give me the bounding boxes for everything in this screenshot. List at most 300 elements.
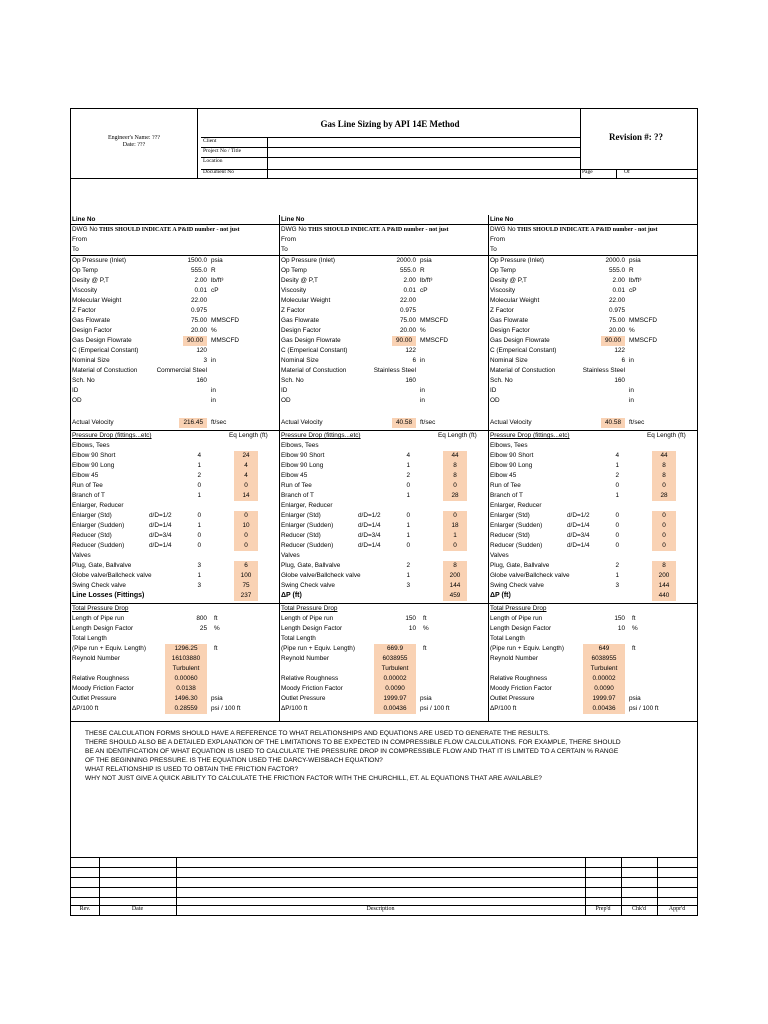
property-value: 75.00 (191, 317, 207, 324)
property-value: 1500.0 (187, 257, 207, 264)
property-row (280, 376, 488, 386)
sheet-title: Gas Line Sizing by API 14E Method (320, 119, 460, 129)
tpd-value: 0.00436 (583, 704, 625, 714)
property-row (280, 336, 488, 346)
to-label: To (490, 246, 497, 253)
fitting-label: Elbow 90 Long (490, 462, 533, 469)
property-unit: R (420, 267, 425, 274)
fitting-label: Swing Check valve (490, 582, 544, 589)
fitting-eq-length: 0 (234, 511, 258, 521)
tpd-value: 0.28559 (165, 704, 207, 714)
total-pressure-row (71, 644, 279, 654)
fitting-eq-length: 75 (234, 581, 258, 591)
property-label: Z Factor (281, 307, 305, 314)
fitting-eq-length: 0 (652, 481, 676, 491)
fitting-label: Reducer (Std) (281, 532, 321, 539)
dwg-row (71, 225, 279, 235)
note-line: WHAT RELATIONSHIP IS USED TO OBTAIN THE FRICTION FACTOR? (85, 766, 299, 773)
revision-label: Revision #: ?? (609, 132, 663, 142)
property-value: 90.00 (601, 336, 625, 346)
tpd-value: 1999.97 (374, 694, 416, 704)
fitting-row (71, 571, 279, 581)
fitting-label: Enlarger, Reducer (72, 502, 124, 509)
note-line: OF THE BEGINNING PRESSURE. IS THE EQUATION USED THE DARCY-WEISBACH EQUATION? (85, 757, 383, 764)
property-unit: in (211, 357, 216, 364)
fitting-eq-length: 44 (652, 451, 676, 461)
footer-prepd: Prep'd (595, 906, 611, 912)
pressure-drop-label: Pressure Drop (fittings...etc) (72, 432, 152, 439)
total-pressure-row (71, 684, 279, 694)
fitting-label: Branch of T (72, 492, 105, 499)
property-label: Op Temp (281, 267, 307, 274)
fitting-label: Enlarger, Reducer (490, 502, 542, 509)
tpd-value: 800 (196, 615, 207, 622)
tpd-unit: ft (423, 645, 427, 652)
fitting-count: 3 (615, 582, 619, 589)
fitting-count: 1 (615, 492, 619, 499)
tpd-unit: ft (214, 615, 218, 622)
property-label: Gas Design Flowrate (490, 337, 550, 344)
fitting-label: Enlarger (Sudden) (281, 522, 334, 529)
property-row (489, 336, 697, 346)
property-row (489, 376, 697, 386)
fitting-row (71, 461, 279, 471)
dwg-text: THIS SHOULD INDICATE A P&ID number - not just (517, 227, 658, 233)
property-row (489, 256, 697, 266)
velocity-unit: ft/sec (420, 419, 436, 426)
footer-chkd: Chk'd (631, 906, 647, 912)
property-unit: % (629, 327, 635, 334)
velocity-unit: ft/sec (629, 419, 645, 426)
tpd-label: Length Design Factor (281, 625, 343, 632)
velocity-value: 40.58 (601, 418, 625, 428)
tpd-value: 6038955 (583, 654, 625, 664)
fitting-eq-length: 200 (443, 571, 467, 581)
property-row (489, 386, 697, 396)
fitting-row (280, 451, 488, 461)
property-label: Op Pressure (Inlet) (72, 257, 126, 264)
total-pressure-row (280, 684, 488, 694)
fitting-row (280, 481, 488, 491)
fitting-eq-length: 0 (234, 541, 258, 551)
velocity-row (280, 418, 488, 428)
tpd-value: 649 (583, 644, 625, 654)
tpd-unit: ft (214, 645, 218, 652)
tpd-value: 0.00002 (374, 674, 416, 684)
property-label: Gas Flowrate (281, 317, 320, 324)
fitting-label: Elbow 45 (281, 472, 308, 479)
fitting-row (280, 491, 488, 501)
dwg-text: THIS SHOULD INDICATE A P&ID number - not just (99, 227, 240, 233)
property-unit: in (629, 357, 634, 364)
fittings-total-label: ΔP (ft) (281, 592, 302, 599)
total-pressure-row (280, 654, 488, 664)
from-label: From (281, 236, 296, 243)
property-unit: % (211, 327, 217, 334)
tpd-unit: psi / 100 ft (420, 705, 450, 712)
fitting-ratio: d/D=1/2 (149, 512, 172, 519)
total-pressure-header (71, 604, 279, 614)
line-columns (71, 215, 697, 721)
fitting-ratio: d/D=3/4 (567, 532, 590, 539)
to-label: To (281, 246, 288, 253)
property-label: Nominal Size (281, 357, 319, 364)
fitting-eq-length: 6 (234, 561, 258, 571)
project-label: Project No / Title (203, 148, 242, 154)
property-row (280, 256, 488, 266)
fitting-label: Reducer (Std) (490, 532, 530, 539)
fitting-row (280, 441, 488, 451)
fitting-eq-length: 0 (652, 521, 676, 531)
property-row (489, 296, 697, 306)
fitting-label: Globe valve/Ballcheck valve (72, 572, 152, 579)
tpd-label: ΔP/100 ft (281, 705, 308, 712)
fitting-count: 0 (406, 542, 410, 549)
fitting-row (71, 551, 279, 561)
total-pressure-row (71, 654, 279, 664)
fitting-label: Elbow 45 (72, 472, 99, 479)
property-unit: cP (211, 287, 219, 294)
dwg-row (280, 225, 488, 235)
fitting-label: Enlarger (Std) (281, 512, 321, 519)
fitting-label: Swing Check valve (281, 582, 335, 589)
fitting-row (489, 541, 697, 551)
velocity-label: Actual Velocity (490, 419, 532, 426)
tpd-label: Reynold Number (281, 655, 329, 662)
fitting-row (71, 451, 279, 461)
fitting-count: 2 (406, 472, 410, 479)
property-value: 0.01 (194, 287, 207, 294)
fittings-total-row (71, 591, 279, 601)
property-label: Sch. No (490, 377, 513, 384)
property-label: Molecular Weight (490, 297, 540, 304)
fittings-total-label: ΔP (ft) (490, 592, 511, 599)
fittings-total-value: 459 (443, 591, 467, 601)
fitting-eq-length: 0 (234, 481, 258, 491)
pressure-drop-label: Pressure Drop (fittings...etc) (281, 432, 361, 439)
fitting-label: Elbow 90 Long (281, 462, 324, 469)
tpd-unit: psia (211, 695, 223, 702)
tpd-label: Length of Pipe run (490, 615, 543, 622)
fitting-label: Plug, Gate, Ballvalve (281, 562, 341, 569)
property-value: 20.00 (191, 327, 207, 334)
to-row (280, 245, 488, 255)
fitting-row (489, 571, 697, 581)
line-column (71, 215, 280, 721)
fitting-row (280, 561, 488, 571)
tpd-unit: psia (629, 695, 641, 702)
property-value: 22.00 (400, 297, 416, 304)
property-row (280, 296, 488, 306)
fitting-eq-length: 144 (443, 581, 467, 591)
property-label: Desity @ P,T (281, 277, 318, 284)
fitting-label: Valves (490, 552, 509, 559)
footer-rev: Rev. (79, 906, 91, 912)
property-label: Sch. No (281, 377, 304, 384)
dwg-label: DWG No (490, 226, 516, 233)
property-value: 2.00 (194, 277, 207, 284)
fitting-eq-length: 14 (234, 491, 258, 501)
property-row (71, 266, 279, 276)
property-row (280, 356, 488, 366)
velocity-row (71, 418, 279, 428)
property-unit: in (420, 397, 425, 404)
property-label: Nominal Size (490, 357, 528, 364)
location-label: Location (203, 158, 223, 164)
tpd-value: Turbulent (583, 664, 625, 674)
dwg-text: THIS SHOULD INDICATE A P&ID number - not just (308, 227, 449, 233)
fittings-total-value: 237 (234, 591, 258, 601)
property-value: 3 (203, 357, 207, 364)
total-pressure-row (489, 634, 697, 644)
velocity-value: 40.58 (392, 418, 416, 428)
property-unit: MMSCFD (629, 317, 658, 324)
property-row (280, 326, 488, 336)
fitting-count: 1 (615, 572, 619, 579)
dwg-label: DWG No (281, 226, 307, 233)
fitting-label: Run of Tee (281, 482, 312, 489)
property-label: Sch. No (72, 377, 95, 384)
total-pressure-row (489, 664, 697, 674)
property-unit: MMSCFD (420, 337, 449, 344)
property-value: 6 (412, 357, 416, 364)
tpd-value: 669.9 (374, 644, 416, 654)
total-pressure-row (280, 634, 488, 644)
property-value: 2000.0 (396, 257, 416, 264)
tpd-value: 0.0090 (374, 684, 416, 694)
fitting-count: 2 (406, 562, 410, 569)
fitting-count: 1 (406, 492, 410, 499)
fitting-row (489, 551, 697, 561)
fitting-count: 1 (406, 532, 410, 539)
tpd-label: Relative Roughness (72, 675, 130, 682)
tpd-label: Total Length (490, 635, 525, 642)
fitting-eq-length: 144 (652, 581, 676, 591)
fitting-ratio: d/D=1/2 (567, 512, 590, 519)
tpd-label: Length of Pipe run (72, 615, 125, 622)
property-unit: lb/ft³ (420, 277, 433, 284)
property-unit: MMSCFD (211, 337, 240, 344)
fitting-count: 3 (197, 562, 201, 569)
tpd-value: 16103880 (165, 654, 207, 664)
property-row (71, 296, 279, 306)
total-pressure-row (280, 694, 488, 704)
tpd-value: 150 (405, 615, 416, 622)
line-no-label: Line No (281, 216, 305, 223)
property-value: 122 (405, 347, 416, 354)
property-row (489, 266, 697, 276)
property-row (489, 316, 697, 326)
fitting-count: 3 (406, 582, 410, 589)
page-label: Page (582, 169, 593, 175)
tpd-value: 0.00060 (165, 674, 207, 684)
fitting-label: Reducer (Std) (72, 532, 112, 539)
property-label: Op Temp (72, 267, 98, 274)
property-value: Stainless Steel (582, 367, 625, 374)
property-value: 20.00 (400, 327, 416, 334)
fitting-count: 1 (197, 492, 201, 499)
property-unit: lb/ft³ (629, 277, 642, 284)
property-row (71, 366, 279, 376)
tpd-unit: % (214, 625, 220, 632)
fitting-row (71, 581, 279, 591)
fitting-label: Valves (72, 552, 91, 559)
fitting-count: 4 (615, 452, 619, 459)
fitting-row (489, 521, 697, 531)
property-value: 6 (621, 357, 625, 364)
property-row (280, 386, 488, 396)
property-unit: in (629, 397, 634, 404)
property-label: Op Pressure (Inlet) (490, 257, 544, 264)
fitting-row (71, 471, 279, 481)
tpd-value: 150 (614, 615, 625, 622)
fitting-count: 1 (197, 462, 201, 469)
tpd-value: 1999.97 (583, 694, 625, 704)
fitting-label: Branch of T (281, 492, 314, 499)
tpd-unit: psia (420, 695, 432, 702)
fitting-eq-length: 0 (652, 531, 676, 541)
property-unit: MMSCFD (211, 317, 240, 324)
footer-description: Description (366, 906, 395, 912)
property-label: ID (281, 387, 288, 394)
fitting-eq-length: 8 (652, 471, 676, 481)
tpd-label: Moody Friction Factor (72, 685, 134, 692)
fitting-row (71, 481, 279, 491)
fitting-row (489, 481, 697, 491)
fitting-count: 0 (615, 542, 619, 549)
total-pressure-row (280, 624, 488, 634)
fitting-row (280, 521, 488, 531)
fitting-eq-length: 1 (443, 531, 467, 541)
fitting-label: Elbows, Tees (281, 442, 319, 449)
fitting-row (489, 491, 697, 501)
property-label: ID (72, 387, 79, 394)
velocity-label: Actual Velocity (72, 419, 114, 426)
total-pressure-row (71, 664, 279, 674)
fitting-row (489, 511, 697, 521)
calculation-sheet (70, 108, 698, 916)
from-row (489, 235, 697, 245)
property-row (280, 286, 488, 296)
fitting-row (280, 581, 488, 591)
fitting-label: Elbow 45 (490, 472, 517, 479)
eq-length-label: Eq Length (ft) (229, 432, 268, 439)
footer-date: Date (131, 906, 144, 912)
fitting-row (71, 441, 279, 451)
fitting-count: 2 (615, 562, 619, 569)
fitting-label: Branch of T (490, 492, 523, 499)
property-label: C (Emperical Constant) (490, 347, 557, 354)
property-value: 122 (614, 347, 625, 354)
fitting-label: Run of Tee (490, 482, 521, 489)
tpd-value: 0.00436 (374, 704, 416, 714)
tpd-label: Length of Pipe run (281, 615, 334, 622)
document-no-label: Document No (203, 169, 235, 175)
fitting-ratio: d/D=1/4 (358, 542, 381, 549)
property-row (489, 356, 697, 366)
fitting-eq-length: 4 (234, 461, 258, 471)
fitting-row (71, 501, 279, 511)
total-pressure-row (71, 634, 279, 644)
property-label: Viscosity (72, 287, 98, 294)
property-row (489, 276, 697, 286)
property-value: 555.0 (191, 267, 207, 274)
notes-section (85, 729, 621, 783)
total-pressure-row (489, 694, 697, 704)
property-label: C (Emperical Constant) (72, 347, 139, 354)
fitting-row (489, 581, 697, 591)
tpd-label: Reynold Number (72, 655, 120, 662)
property-unit: in (420, 357, 425, 364)
total-pressure-header (489, 604, 697, 614)
fitting-count: 4 (406, 452, 410, 459)
tpd-value: 6038955 (374, 654, 416, 664)
property-label: OD (281, 397, 291, 404)
property-unit: in (211, 397, 216, 404)
total-pressure-row (280, 664, 488, 674)
property-label: Material of Constuction (72, 367, 138, 374)
tpd-label: Relative Roughness (490, 675, 548, 682)
property-value: 75.00 (609, 317, 625, 324)
fitting-eq-length: 24 (234, 451, 258, 461)
tpd-label: (Pipe run + Equiv. Length) (281, 645, 355, 652)
fittings-total-row (489, 591, 697, 601)
property-row (71, 316, 279, 326)
property-unit: % (420, 327, 426, 334)
to-label: To (72, 246, 79, 253)
property-row (71, 376, 279, 386)
fitting-row (489, 441, 697, 451)
property-label: Material of Constuction (490, 367, 556, 374)
property-row (280, 316, 488, 326)
fitting-row (71, 561, 279, 571)
tpd-value: 0.0138 (165, 684, 207, 694)
property-unit: R (629, 267, 634, 274)
total-pressure-row (71, 704, 279, 714)
property-unit: in (211, 387, 216, 394)
fitting-count: 1 (197, 572, 201, 579)
fitting-row (489, 561, 697, 571)
total-pressure-label: Total Pressure Drop (72, 605, 129, 612)
property-unit: MMSCFD (629, 337, 658, 344)
fitting-eq-length: 0 (443, 481, 467, 491)
tpd-label: ΔP/100 ft (490, 705, 517, 712)
total-pressure-row (489, 644, 697, 654)
fitting-ratio: d/D=3/4 (358, 532, 381, 539)
fitting-label: Reducer (Sudden) (72, 542, 125, 549)
tpd-value: 10 (617, 625, 625, 632)
from-row (71, 235, 279, 245)
fitting-label: Elbows, Tees (490, 442, 528, 449)
fitting-label: Elbow 90 Short (281, 452, 325, 459)
fitting-label: Reducer (Sudden) (490, 542, 543, 549)
property-unit: cP (629, 287, 637, 294)
fitting-count: 0 (197, 542, 201, 549)
property-label: Molecular Weight (72, 297, 122, 304)
property-label: C (Emperical Constant) (281, 347, 348, 354)
property-label: OD (490, 397, 500, 404)
tpd-value: Turbulent (374, 664, 416, 674)
fitting-row (489, 531, 697, 541)
fitting-row (71, 541, 279, 551)
fitting-count: 0 (615, 532, 619, 539)
note-line: THERE SHOULD ALSO BE A DETAILED EXPLANATION OF THE LIMITATIONS TO BE EXPECTED IN COMPRESSIBLE FLOW CALCULATIONS. FOR EXAMPLE, THERE SHOULD (85, 739, 621, 746)
to-row (489, 245, 697, 255)
property-row (280, 266, 488, 276)
property-label: Nominal Size (72, 357, 110, 364)
property-row (71, 306, 279, 316)
property-unit: lb/ft³ (211, 277, 224, 284)
